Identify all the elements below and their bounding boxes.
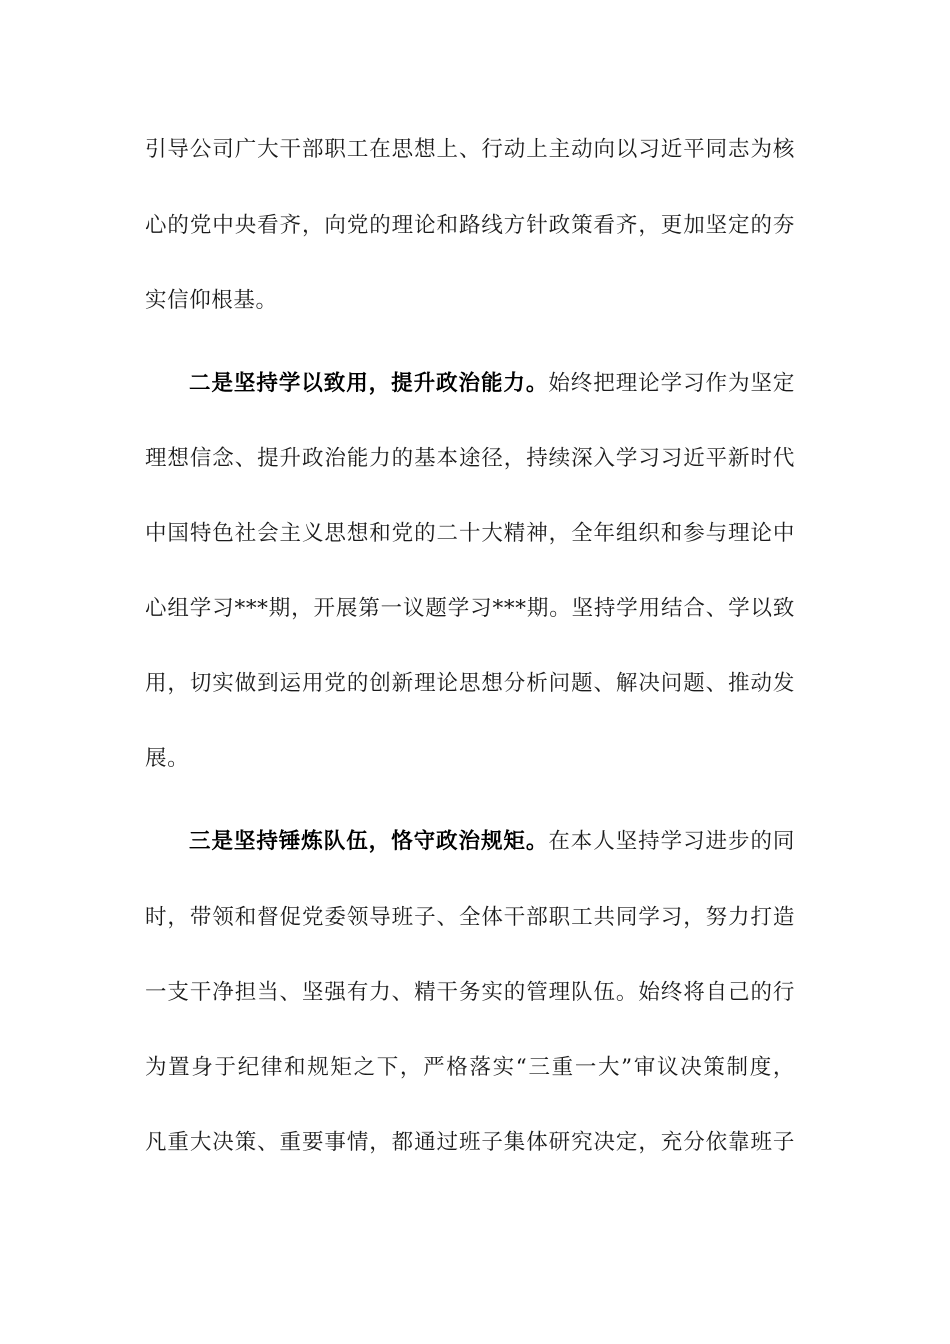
paragraph-3-line-2: 时，带领和督促党委领导班子、全体干部职工共同学习，努力打造: [145, 905, 795, 930]
paragraph-1-line-3: 实信仰根基。: [145, 288, 278, 313]
paragraph-2-line-6: 展。: [145, 746, 190, 771]
paragraph-2-heading: 二是坚持学以致用，提升政治能力。: [189, 371, 549, 396]
paragraph-3-heading: 三是坚持锤炼队伍，恪守政治规矩。: [189, 829, 549, 854]
paragraph-3-line-1: [189, 826, 795, 858]
paragraph-1-line-2: 心的党中央看齐，向党的理论和路线方针政策看齐，更加坚定的夯: [145, 213, 795, 238]
paragraph-2-line-3: 中国特色社会主义思想和党的二十大精神，全年组织和参与理论中: [145, 521, 795, 546]
paragraph-2-line-1-text: 始终把理论学习作为坚定: [548, 371, 795, 396]
paragraph-3-line-1-text: 在本人坚持学习进步的同: [548, 829, 795, 854]
paragraph-2-line-4: 心组学习***期，开展第一议题学习***期。坚持学用结合、学以致: [145, 596, 795, 621]
paragraph-3-line-3: 一支干净担当、坚强有力、精干务实的管理队伍。始终将自己的行: [145, 980, 795, 1005]
paragraph-3-line-5: 凡重大决策、重要事情，都通过班子集体研究决定，充分依靠班子: [145, 1130, 795, 1155]
paragraph-3-line-4: 为置身于纪律和规矩之下，严格落实“三重一大”审议决策制度，: [145, 1055, 795, 1080]
paragraph-1-line-1: 引导公司广大干部职工在思想上、行动上主动向以习近平同志为核: [145, 137, 795, 162]
paragraph-2-line-2: 理想信念、提升政治能力的基本途径，持续深入学习习近平新时代: [145, 446, 795, 471]
paragraph-2-line-5: 用，切实做到运用党的创新理论思想分析问题、解决问题、推动发: [145, 671, 795, 696]
paragraph-2-line-1: [189, 368, 795, 400]
